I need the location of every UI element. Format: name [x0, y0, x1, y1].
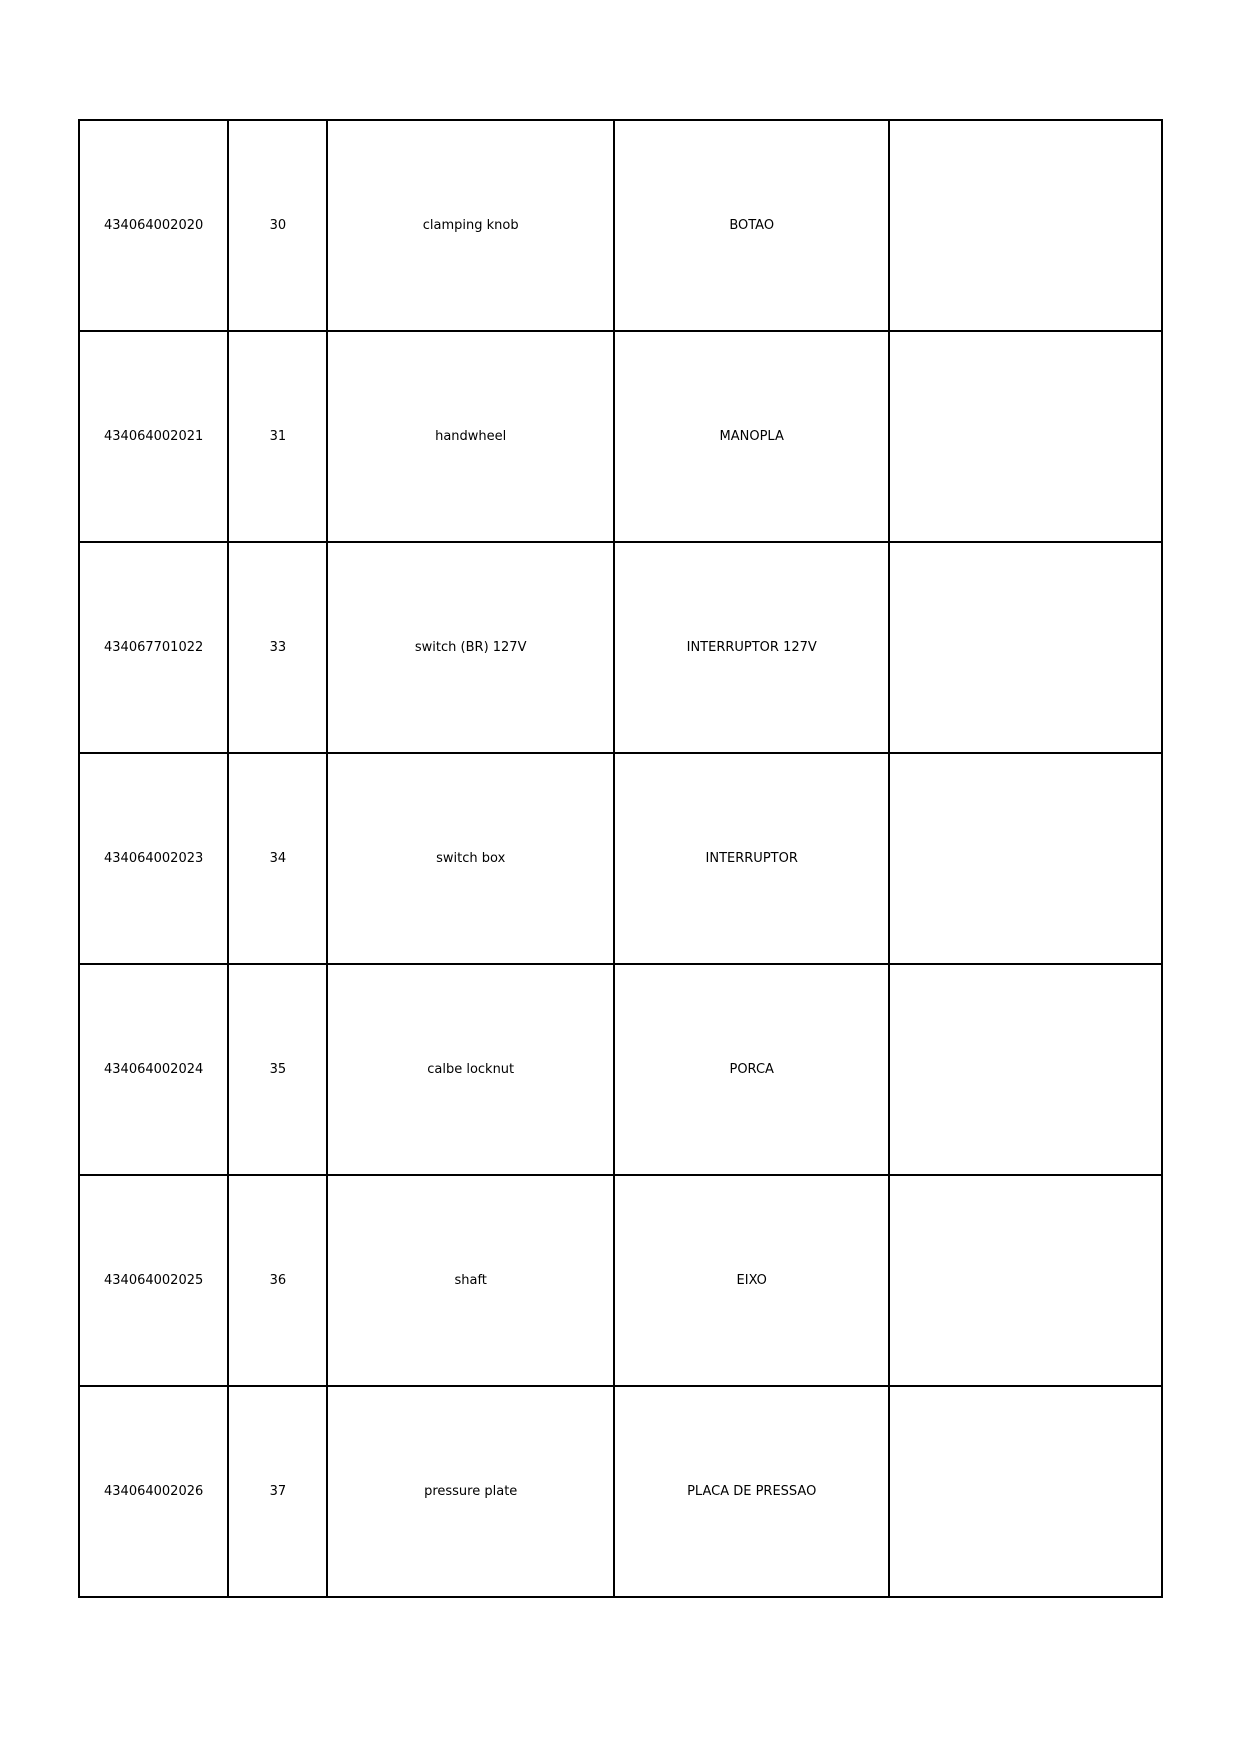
- position-cell: 30: [228, 120, 327, 331]
- description-en-cell: clamping knob: [327, 120, 614, 331]
- table-row: [79, 120, 1162, 331]
- position-cell: 37: [228, 1386, 327, 1597]
- description-en-cell: calbe locknut: [327, 964, 614, 1175]
- table-row: [79, 753, 1162, 964]
- notes-cell: [889, 120, 1162, 331]
- description-pt-cell: EIXO: [614, 1175, 890, 1386]
- description-en-cell: shaft: [327, 1175, 614, 1386]
- description-pt-cell: BOTAO: [614, 120, 890, 331]
- table-row: [79, 1386, 1162, 1597]
- description-pt-cell: PLACA DE PRESSAO: [614, 1386, 890, 1597]
- description-pt-cell: PORCA: [614, 964, 890, 1175]
- description-en-cell: switch box: [327, 753, 614, 964]
- position-cell: 31: [228, 331, 327, 542]
- position-cell: 35: [228, 964, 327, 1175]
- notes-cell: [889, 1175, 1162, 1386]
- notes-cell: [889, 964, 1162, 1175]
- table-row: [79, 1175, 1162, 1386]
- description-en-cell: switch (BR) 127V: [327, 542, 614, 753]
- part-number-cell: 434064002025: [79, 1175, 228, 1386]
- notes-cell: [889, 542, 1162, 753]
- position-cell: 33: [228, 542, 327, 753]
- part-number-cell: 434064002020: [79, 120, 228, 331]
- position-cell: 34: [228, 753, 327, 964]
- description-pt-cell: INTERRUPTOR: [614, 753, 890, 964]
- parts-table: [78, 119, 1163, 1598]
- notes-cell: [889, 331, 1162, 542]
- description-en-cell: handwheel: [327, 331, 614, 542]
- part-number-cell: 434064002026: [79, 1386, 228, 1597]
- notes-cell: [889, 753, 1162, 964]
- description-en-cell: pressure plate: [327, 1386, 614, 1597]
- table-row: [79, 964, 1162, 1175]
- part-number-cell: 434064002023: [79, 753, 228, 964]
- table-row: [79, 542, 1162, 753]
- part-number-cell: 434067701022: [79, 542, 228, 753]
- notes-cell: [889, 1386, 1162, 1597]
- description-pt-cell: INTERRUPTOR 127V: [614, 542, 890, 753]
- table-row: [79, 331, 1162, 542]
- position-cell: 36: [228, 1175, 327, 1386]
- part-number-cell: 434064002021: [79, 331, 228, 542]
- description-pt-cell: MANOPLA: [614, 331, 890, 542]
- part-number-cell: 434064002024: [79, 964, 228, 1175]
